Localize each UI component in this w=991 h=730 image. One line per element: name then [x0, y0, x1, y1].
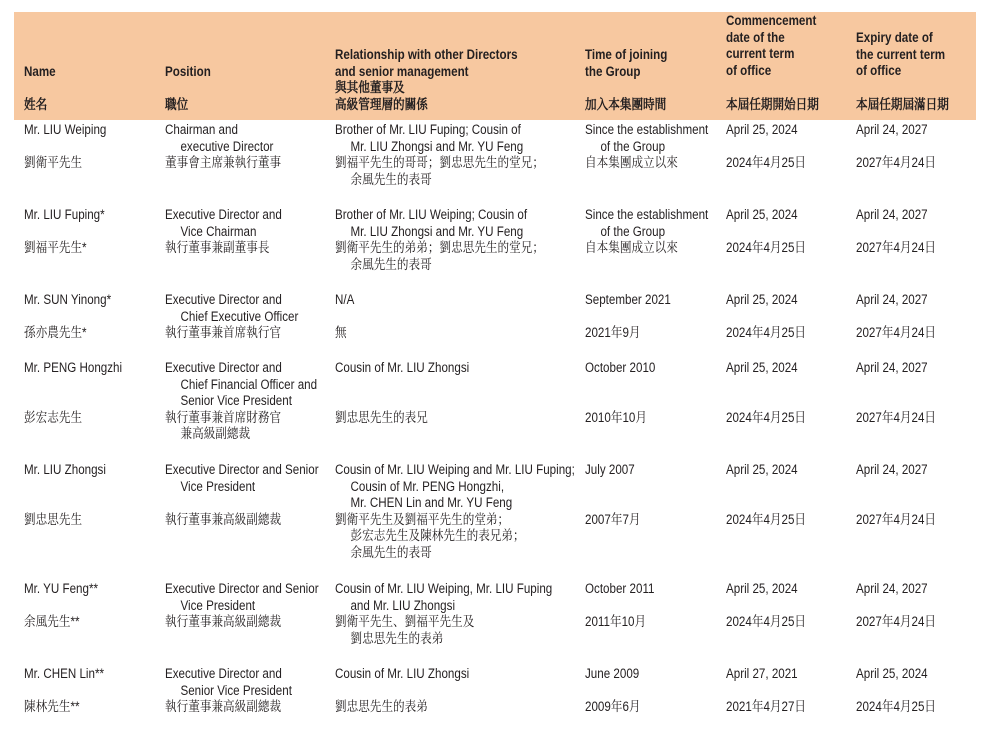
start-date-en: April 25, 2024: [726, 122, 798, 137]
name-en: Mr. LIU Fuping*: [24, 207, 105, 222]
start-date-zh: 2024年4月25日: [726, 325, 807, 340]
relationship-en: Cousin of Mr. LIU Zhongsi: [335, 360, 470, 375]
position-en: Executive Director and Senior Vice President: [165, 462, 319, 494]
name-zh: 孫亦農先生*: [24, 325, 87, 340]
header-position-zh: 職位: [165, 97, 189, 112]
relationship-zh: 無: [335, 325, 347, 340]
start-date-zh: 2024年4月25日: [726, 410, 807, 425]
joining: Since the establishment of the Group 自本集團成立以來: [585, 122, 709, 170]
joining-zh: 2011年10月: [585, 614, 647, 629]
name-en: Mr. YU Feng**: [24, 581, 99, 596]
joining-zh: 2010年10月: [585, 410, 647, 425]
start-date-en: April 25, 2024: [726, 462, 798, 477]
header-name: [24, 64, 56, 81]
expiry-date-en: April 24, 2027: [856, 360, 928, 375]
joining-en: July 2007: [585, 462, 635, 477]
joining: Since the establishment of the Group 自本集團成立以來: [585, 207, 709, 255]
relationship-en: Cousin of Mr. LIU Zhongsi: [335, 666, 470, 681]
position-en: Executive Director and Senior Vice President 執行董事兼高級副總裁: [165, 581, 319, 629]
name-zh: 劉福平先生*: [24, 240, 87, 255]
expiry-date-en: April 25, 2024: [856, 666, 928, 681]
expiry-date-zh: 2027年4月24日: [856, 512, 937, 527]
name-en: Mr. LIU Zhongsi: [24, 462, 106, 477]
relationship-zh: 劉忠思先生的表兄: [335, 410, 428, 425]
joining-en: June 2009: [585, 666, 640, 681]
expiry-date-zh: 2027年4月24日: [856, 155, 937, 170]
position-en: Executive Director and Chief Executive Officer 執行董事兼首席執行官: [165, 292, 299, 340]
name-en: Mr. CHEN Lin**: [24, 666, 105, 681]
header-expiry: Expiry date of the current term of office: [856, 30, 946, 78]
position-en: Chairman and executive Director 董事會主席兼執行董事: [165, 122, 282, 170]
start-date-en: April 25, 2024: [726, 207, 798, 222]
header-name-en: Name: [24, 64, 56, 79]
position-en: Executive Director and Chief Financial Officer and Senior Vice President 執行董事兼首席財務官 兼高級副總裁: [165, 360, 318, 441]
header-name-zh: 姓名: [24, 97, 48, 112]
header-relationship: Relationship with other Directors and senior management 與其他董事及 高級管理層的關係: [335, 47, 518, 112]
position-en: Executive Director and Vice Chairman 執行董事兼副董事長: [165, 207, 282, 255]
header-joining: Time of joining the Group: [585, 47, 668, 79]
header-commencement: Commencement date of the current term of office: [726, 13, 817, 78]
start-date-zh: 2024年4月25日: [726, 240, 807, 255]
joining-zh: 2021年9月: [585, 325, 641, 340]
relationship-en: N/A: [335, 292, 355, 307]
expiry-date-en: April 24, 2027: [856, 207, 928, 222]
joining-en: October 2011: [585, 581, 655, 596]
header-expiry-zh: 本屆任期屆滿日期: [856, 97, 949, 112]
start-date-zh: 2024年4月25日: [726, 155, 807, 170]
name-zh: 劉衛平先生: [24, 155, 83, 170]
expiry-date-zh: 2027年4月24日: [856, 240, 937, 255]
expiry-date-en: April 24, 2027: [856, 292, 928, 307]
relationship: Brother of Mr. LIU Fuping; Cousin of Mr. LIU Zhongsi and Mr. YU Feng 劉福平先生的哥哥；劉忠思先生的堂兄； 余風先生的表哥: [335, 122, 544, 187]
name-en: Mr. LIU Weiping: [24, 122, 107, 137]
position-zh: 執行董事兼高級副總裁: [165, 512, 282, 527]
name-en: Mr. SUN Yinong*: [24, 292, 112, 307]
start-date-en: April 25, 2024: [726, 292, 798, 307]
joining-zh: 2007年7月: [585, 512, 641, 527]
joining-en: September 2021: [585, 292, 671, 307]
start-date-en: April 27, 2021: [726, 666, 798, 681]
relationship: Brother of Mr. LIU Weiping; Cousin of Mr. LIU Zhongsi and Mr. YU Feng 劉衛平先生的弟弟；劉忠思先生的堂兄； 余風先生的表哥: [335, 207, 544, 272]
expiry-date-zh: 2027年4月24日: [856, 614, 937, 629]
joining-en: October 2010: [585, 360, 656, 375]
start-date-zh: 2021年4月27日: [726, 699, 807, 714]
header-joining-zh: 加入本集團時間: [585, 97, 667, 112]
name-zh: 余風先生**: [24, 614, 80, 629]
header-position-en: Position: [165, 64, 211, 79]
name-en: Mr. PENG Hongzhi: [24, 360, 123, 375]
start-date-en: April 25, 2024: [726, 360, 798, 375]
name-zh: 劉忠思先生: [24, 512, 83, 527]
joining-zh: 2009年6月: [585, 699, 641, 714]
expiry-date-zh: 2027年4月24日: [856, 410, 937, 425]
position-en: Executive Director and Senior Vice President 執行董事兼高級副總裁: [165, 666, 292, 714]
expiry-date-zh: 2027年4月24日: [856, 325, 937, 340]
expiry-date-en: April 24, 2027: [856, 581, 928, 596]
expiry-date-en: April 24, 2027: [856, 122, 928, 137]
relationship: Cousin of Mr. LIU Weiping and Mr. LIU Fuping; Cousin of Mr. PENG Hongzhi, Mr. CHEN Lin and Mr. YU Feng 劉衛平先生及劉福平先生的堂弟； 彭宏志先生及陳林先生的表兄弟； 余風先生的表哥: [335, 462, 575, 560]
start-date-zh: 2024年4月25日: [726, 512, 807, 527]
header-commencement-zh: 本屆任期開始日期: [726, 97, 819, 112]
start-date-en: April 25, 2024: [726, 581, 798, 596]
expiry-date-zh: 2024年4月25日: [856, 699, 937, 714]
header-position: [165, 64, 211, 81]
relationship-zh: 劉忠思先生的表弟: [335, 699, 428, 714]
start-date-zh: 2024年4月25日: [726, 614, 807, 629]
expiry-date-en: April 24, 2027: [856, 462, 928, 477]
name-zh: 陳林先生**: [24, 699, 80, 714]
relationship: Cousin of Mr. LIU Weiping, Mr. LIU Fuping and Mr. LIU Zhongsi 劉衛平先生、劉福平先生及 劉忠思先生的表弟: [335, 581, 553, 646]
name-zh: 彭宏志先生: [24, 410, 83, 425]
